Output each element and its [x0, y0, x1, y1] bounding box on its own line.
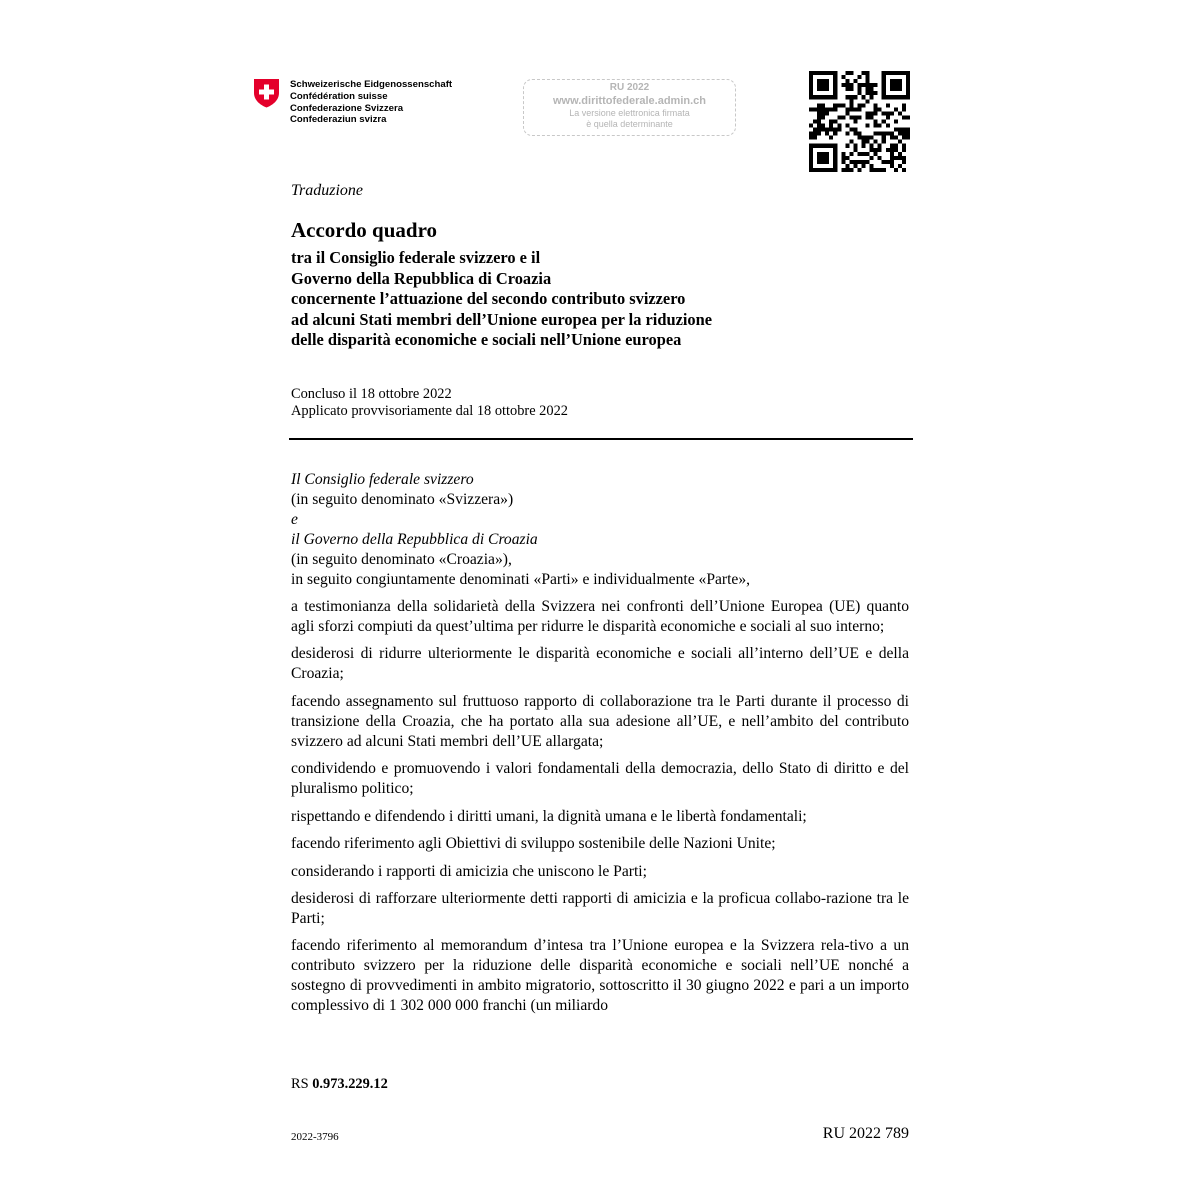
- document-code: 2022-3796: [291, 1131, 339, 1143]
- stamp-note-2: è quella determinante: [586, 119, 673, 129]
- recital-paragraph: facendo riferimento al memorandum d’intesa tra l’Unione europea e la Svizzera rela-tivo a un contributo svizzero per la riduzione delle disparità economiche e sociali nell’UE nonché a sostegno di provvedimenti in ambito migratorio, sottoscritto il 30 giugno 2022 e pari a un importo complessivo di 1 302 000 000 franchi (un miliardo: [291, 937, 909, 1015]
- translation-note: Traduzione: [291, 182, 364, 199]
- parties-joint-definition: in seguito congiuntamente denominati «Parti» e individualmente «Parte»,: [291, 570, 751, 588]
- rs-prefix: RS: [291, 1076, 309, 1092]
- stamp-collection: RU 2022: [609, 82, 650, 93]
- recital-paragraph: condividendo e promuovendo i valori fondamentali della democrazia, dello Stato di diritto e del pluralismo politico;: [291, 760, 909, 798]
- date-info: [291, 386, 568, 420]
- document-title: Accordo quadro: [291, 218, 438, 242]
- confederation-line: Confederaziun svizra: [290, 114, 387, 126]
- document-subtitle: [291, 248, 712, 351]
- swiss-coat-of-arms-icon: [253, 78, 280, 108]
- classified-compilation-number: [291, 1075, 388, 1093]
- subtitle-line: ad alcuni Stati membri dell’Unione europea per la riduzione: [291, 309, 713, 329]
- party-alias: (in seguito denominato «Croazia»),: [291, 550, 512, 568]
- confederation-names: [290, 79, 452, 126]
- confederation-line: Confederazione Svizzera: [290, 102, 404, 114]
- subtitle-line: delle disparità economiche e sociali nell’Unione europea: [291, 330, 682, 350]
- recital-paragraph: a testimonianza della solidarietà della Svizzera nei confronti dell’Unione Europea (UE) quanto agli sforzi compiuti da quest’ultima per ridurre le disparità economiche e sociali al suo interno;: [291, 598, 909, 635]
- recital-paragraph: facendo assegnamento sul fruttuoso rapporto di collaborazione tra le Parti durante il processo di transizione della Croazia, che ha portato alla sua adesione all’UE, e nell’ambito del contributo svizzero ad alcuni Stati membri dell’UE allargata;: [291, 692, 909, 750]
- confederation-line: Confédération suisse: [290, 90, 388, 102]
- conjunction: e: [291, 510, 298, 528]
- party-alias: (in seguito denominato «Svizzera»): [291, 490, 514, 508]
- recital-paragraph: considerando i rapporti di amicizia che uniscono le Parti;: [291, 862, 647, 880]
- party-croatia: il Governo della Repubblica di Croazia: [291, 530, 538, 548]
- concluded-date: Concluso il 18 ottobre 2022: [291, 386, 452, 402]
- recital-paragraph: rispettando e difendendo i diritti umani, la dignità umana e le libertà fondamentali;: [291, 807, 807, 825]
- party-switzerland: Il Consiglio federale svizzero: [291, 471, 474, 488]
- document-body: [291, 470, 909, 1024]
- stamp-note-1: La versione elettronica firmata: [569, 108, 690, 118]
- divider: [289, 438, 913, 440]
- subtitle-line: tra il Consiglio federale svizzero e il: [291, 248, 541, 267]
- official-publication-stamp: [523, 79, 736, 136]
- subtitle-line: Governo della Repubblica di Croazia: [291, 268, 552, 288]
- rs-number: 0.973.229.12: [312, 1076, 388, 1092]
- page-reference: RU 2022 789: [822, 1125, 909, 1142]
- provisional-application-date: Applicato provvisoriamente dal 18 ottobre 2022: [291, 403, 568, 419]
- recital-paragraph: facendo riferimento agli Obiettivi di sviluppo sostenibile delle Nazioni Unite;: [291, 835, 776, 853]
- stamp-url: www.dirittofederale.admin.ch: [552, 95, 706, 107]
- parties-block: [291, 470, 909, 589]
- recital-paragraph: desiderosi di ridurre ulteriormente le disparità economiche e sociali all’interno dell’UE e della Croazia;: [291, 645, 909, 683]
- subtitle-line: concernente l’attuazione del secondo contributo svizzero: [291, 289, 686, 309]
- recital-paragraph: desiderosi di rafforzare ulteriormente detti rapporti di amicizia e la proficua collabo-razione tra le Parti;: [291, 890, 909, 927]
- qr-code-icon: [809, 71, 910, 172]
- confederation-line: Schweizerische Eidgenossenschaft: [290, 79, 453, 90]
